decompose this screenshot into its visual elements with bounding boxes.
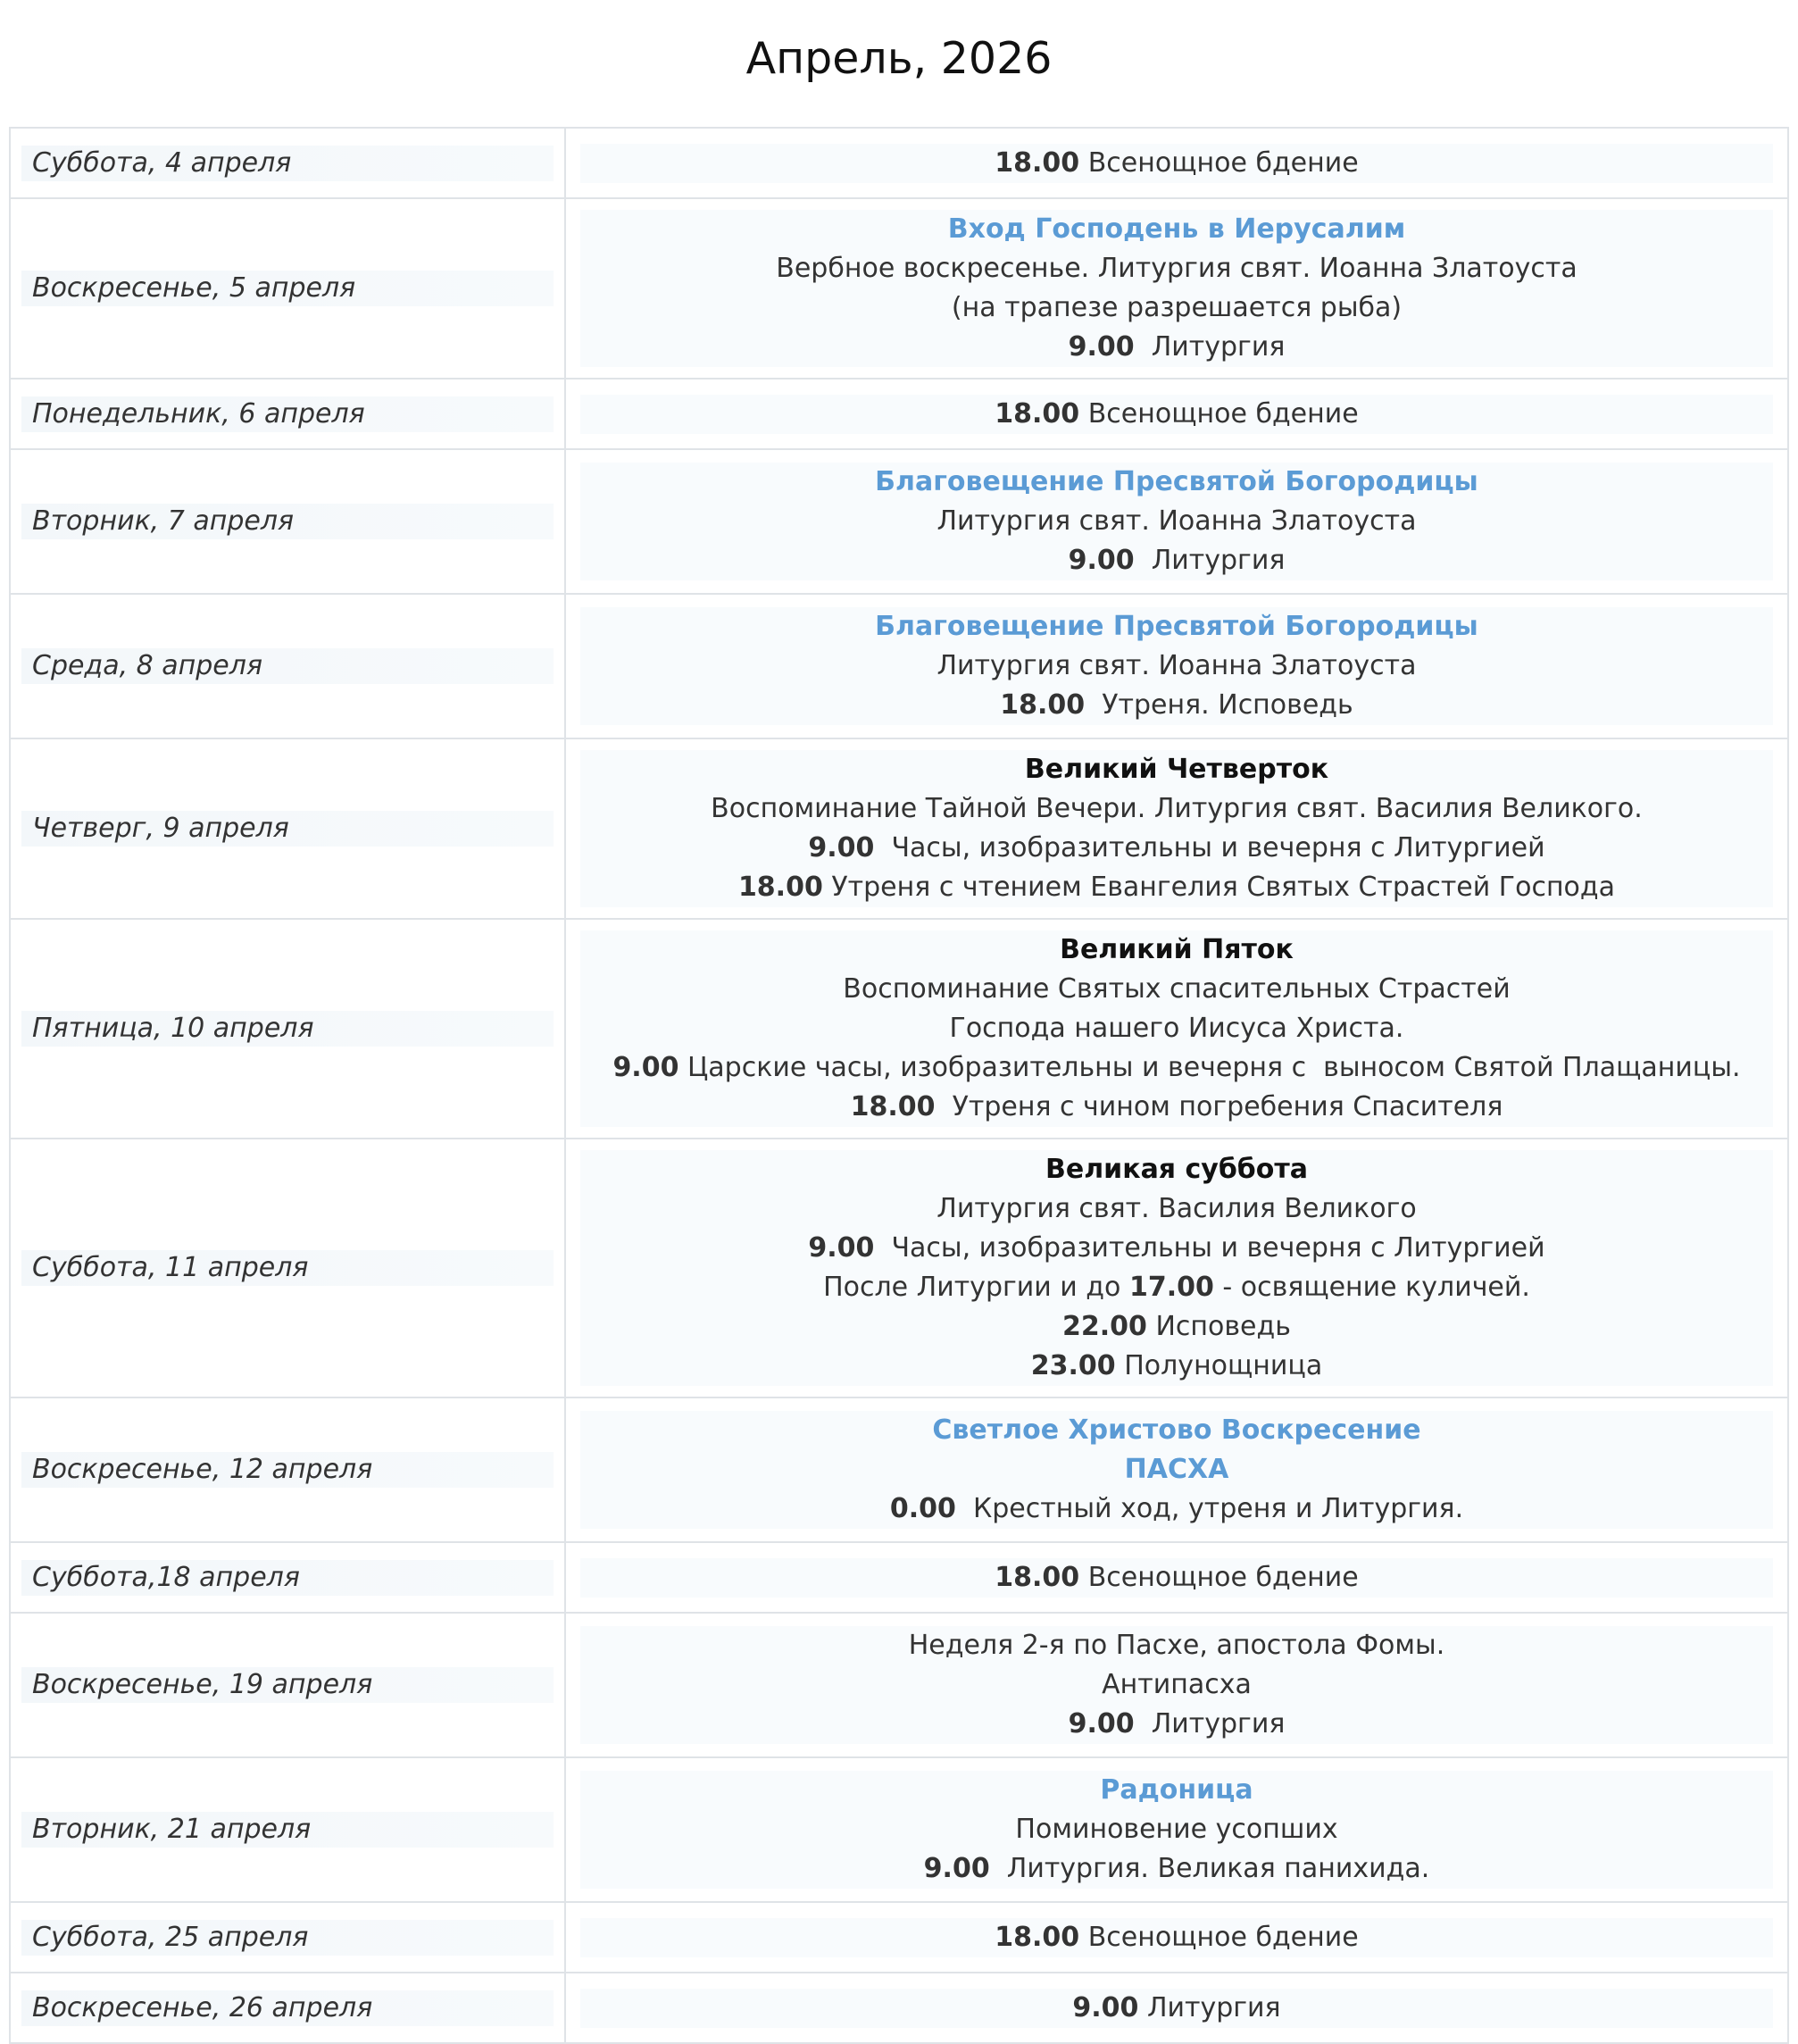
service-time: 22.00 (1062, 1311, 1147, 1342)
table-row (10, 738, 1788, 919)
service-line (587, 1989, 1766, 2028)
table-row (10, 919, 1788, 1139)
service-text: Великий Четверток (1024, 754, 1329, 785)
service-time: 9.00 (923, 1853, 990, 1884)
service-line (587, 1048, 1766, 1088)
service-line (587, 395, 1766, 434)
table-row (10, 1902, 1788, 1973)
service-line (587, 144, 1766, 183)
feast-title (587, 607, 1766, 647)
service-text: Поминовение усопших (1015, 1814, 1338, 1845)
service-cell (565, 1973, 1788, 2043)
service-lines (580, 1989, 1773, 2028)
service-line (587, 249, 1766, 288)
day-label: Воскресенье, 19 апреля (21, 1667, 554, 1703)
service-line (587, 1268, 1766, 1307)
day-cell (10, 1139, 565, 1397)
table-row (10, 128, 1788, 198)
service-text: Господа нашего Иисуса Христа. (949, 1013, 1404, 1044)
day-label: Суббота,18 апреля (21, 1560, 554, 1596)
service-lines (580, 1558, 1773, 1598)
day-cell (10, 1613, 565, 1757)
service-lines (580, 930, 1773, 1127)
service-text: Литургия свят. Василия Великого (936, 1193, 1417, 1224)
service-line (587, 288, 1766, 328)
page-title: Апрель, 2026 (745, 33, 1053, 84)
service-text: Великая суббота (1045, 1154, 1308, 1185)
service-line (587, 1009, 1766, 1048)
service-lines (580, 1626, 1773, 1744)
service-text: Крестный ход, утреня и Литургия. (955, 1493, 1464, 1524)
day-cell (10, 1542, 565, 1613)
service-cell (565, 919, 1788, 1139)
service-line (587, 502, 1766, 541)
day-label: Пятница, 10 апреля (21, 1011, 554, 1047)
day-cell (10, 1397, 565, 1542)
service-text: Вербное воскресенье. Литургия свят. Иоанна Златоуста (776, 253, 1577, 284)
service-line (587, 686, 1766, 725)
day-label: Вторник, 7 апреля (21, 504, 554, 539)
service-text: Великий Пяток (1060, 934, 1294, 965)
day-cell (10, 449, 565, 594)
holy-day-title (587, 930, 1766, 970)
service-line (587, 1088, 1766, 1127)
day-cell (10, 1973, 565, 2043)
service-cell (565, 198, 1788, 379)
table-row (10, 449, 1788, 594)
service-text: Литургия (1134, 331, 1286, 363)
service-cell (565, 1542, 1788, 1613)
day-label: Воскресенье, 12 апреля (21, 1452, 554, 1488)
table-row (10, 198, 1788, 379)
service-line (587, 1229, 1766, 1268)
day-label: Понедельник, 6 апреля (21, 396, 554, 432)
service-line (587, 328, 1766, 367)
service-time: 18.00 (995, 146, 1080, 179)
service-lines (580, 210, 1773, 367)
service-lines (580, 1918, 1773, 1957)
service-time: 9.00 (612, 1052, 679, 1083)
service-text: Часы, изобразительны и вечерня с Литургией (874, 832, 1545, 863)
service-text: Неделя 2-я по Пасхе, апостола Фомы. (908, 1630, 1445, 1661)
service-text: Воспоминание Святых спасительных Страстей (843, 973, 1511, 1005)
service-time: 9.00 (1068, 1708, 1135, 1739)
service-line (587, 1347, 1766, 1386)
service-line (587, 647, 1766, 686)
service-lines (580, 395, 1773, 434)
day-cell (10, 594, 565, 738)
feast-title (587, 463, 1766, 502)
service-lines (580, 463, 1773, 580)
feast-title (587, 210, 1766, 249)
service-line (587, 1626, 1766, 1665)
day-cell (10, 198, 565, 379)
service-text: После Литургии и до (823, 1272, 1129, 1303)
service-text: Литургия. Великая панихида. (989, 1853, 1430, 1884)
service-line (587, 541, 1766, 580)
service-text: Литургия (1134, 545, 1286, 576)
service-lines (580, 144, 1773, 183)
day-label: Суббота, 25 апреля (21, 1920, 554, 1956)
service-time: 18.00 (995, 1921, 1080, 1953)
service-line (587, 868, 1766, 907)
service-lines (580, 607, 1773, 725)
service-text: Литургия (1138, 1991, 1281, 2023)
service-cell (565, 379, 1788, 449)
service-text: Литургия свят. Иоанна Златоуста (936, 650, 1417, 681)
service-text: Часы, изобразительны и вечерня с Литургией (874, 1232, 1545, 1264)
service-cell (565, 128, 1788, 198)
service-line (587, 1665, 1766, 1705)
service-time: 9.00 (808, 1232, 875, 1264)
service-cell (565, 1139, 1788, 1397)
service-cell (565, 449, 1788, 594)
service-text: Исповедь (1146, 1311, 1291, 1342)
service-text: Литургия свят. Иоанна Златоуста (936, 505, 1417, 537)
schedule-table (9, 127, 1789, 2044)
day-cell (10, 919, 565, 1139)
service-line (587, 789, 1766, 829)
table-row (10, 1973, 1788, 2043)
service-time: 18.00 (995, 397, 1080, 430)
service-text: Светлое Христово Воскресение (932, 1414, 1421, 1446)
feast-title (587, 1411, 1766, 1450)
schedule-body (10, 128, 1788, 2043)
day-cell (10, 1757, 565, 1902)
service-text: Всенощное бдение (1079, 1921, 1359, 1953)
service-line (587, 1189, 1766, 1229)
table-row (10, 1757, 1788, 1902)
service-text: Царские часы, изобразительны и вечерня с выносом Святой Плащаницы. (678, 1052, 1741, 1083)
service-lines (580, 1411, 1773, 1529)
feast-title (587, 1450, 1766, 1489)
service-text: Утреня. Исповедь (1085, 689, 1353, 721)
service-line (587, 1489, 1766, 1529)
service-lines (580, 750, 1773, 907)
day-label: Воскресенье, 5 апреля (21, 271, 554, 306)
service-cell (565, 1757, 1788, 1902)
service-text: Полунощница (1115, 1350, 1323, 1381)
service-text: Благовещение Пресвятой Богородицы (875, 611, 1478, 642)
service-text: Утреня с чином погребения Спасителя (935, 1091, 1503, 1122)
table-row (10, 379, 1788, 449)
day-label: Среда, 8 апреля (21, 648, 554, 684)
service-lines (580, 1771, 1773, 1889)
day-label: Воскресенье, 26 апреля (21, 1990, 554, 2026)
table-row (10, 1397, 1788, 1542)
service-time: 9.00 (1068, 331, 1135, 363)
table-row (10, 1139, 1788, 1397)
service-line (587, 1558, 1766, 1598)
day-cell (10, 379, 565, 449)
service-line (587, 970, 1766, 1009)
service-cell (565, 738, 1788, 919)
day-label: Суббота, 11 апреля (21, 1250, 554, 1286)
service-line (587, 1918, 1766, 1957)
service-text: Всенощное бдение (1079, 146, 1359, 179)
service-line (587, 1849, 1766, 1889)
service-time: 9.00 (1072, 1991, 1139, 2023)
service-cell (565, 1397, 1788, 1542)
service-text: Антипасха (1102, 1669, 1252, 1700)
service-lines (580, 1150, 1773, 1386)
service-time: 18.00 (995, 1561, 1080, 1593)
day-cell (10, 128, 565, 198)
service-text: Литургия (1134, 1708, 1286, 1739)
day-label: Вторник, 21 апреля (21, 1812, 554, 1848)
holy-day-title (587, 750, 1766, 789)
holy-day-title (587, 1150, 1766, 1189)
service-time: 23.00 (1030, 1350, 1116, 1381)
day-label: Четверг, 9 апреля (21, 811, 554, 847)
day-cell (10, 738, 565, 919)
service-time: 0.00 (889, 1493, 956, 1524)
service-time: 18.00 (737, 872, 823, 903)
service-text: Вход Господень в Иерусалим (947, 213, 1406, 245)
service-text: Благовещение Пресвятой Богородицы (875, 466, 1478, 497)
service-text: ПАСХА (1124, 1454, 1229, 1485)
service-text: Радоница (1100, 1774, 1253, 1806)
feast-title (587, 1771, 1766, 1810)
day-label: Суббота, 4 апреля (21, 146, 554, 181)
service-time: 18.00 (850, 1091, 936, 1122)
service-text: Воспоминание Тайной Вечери. Литургия свят. Василия Великого. (711, 793, 1643, 824)
service-cell (565, 1613, 1788, 1757)
service-time: 9.00 (1068, 545, 1135, 576)
service-cell (565, 594, 1788, 738)
service-time: 18.00 (1000, 689, 1086, 721)
day-cell (10, 1902, 565, 1973)
service-text: - освящение куличей. (1213, 1272, 1530, 1303)
service-time: 9.00 (808, 832, 875, 863)
table-row (10, 594, 1788, 738)
service-line (587, 1307, 1766, 1347)
service-time: 17.00 (1128, 1272, 1214, 1303)
service-line (587, 1705, 1766, 1744)
service-text: Утреня с чтением Евангелия Святых Страстей Господа (822, 872, 1616, 903)
service-text: (на трапезе разрешается рыба) (951, 292, 1403, 323)
service-text: Всенощное бдение (1079, 397, 1359, 430)
table-row (10, 1613, 1788, 1757)
service-cell (565, 1902, 1788, 1973)
table-row (10, 1542, 1788, 1613)
service-line (587, 1810, 1766, 1849)
service-line (587, 829, 1766, 868)
service-text: Всенощное бдение (1079, 1561, 1359, 1593)
